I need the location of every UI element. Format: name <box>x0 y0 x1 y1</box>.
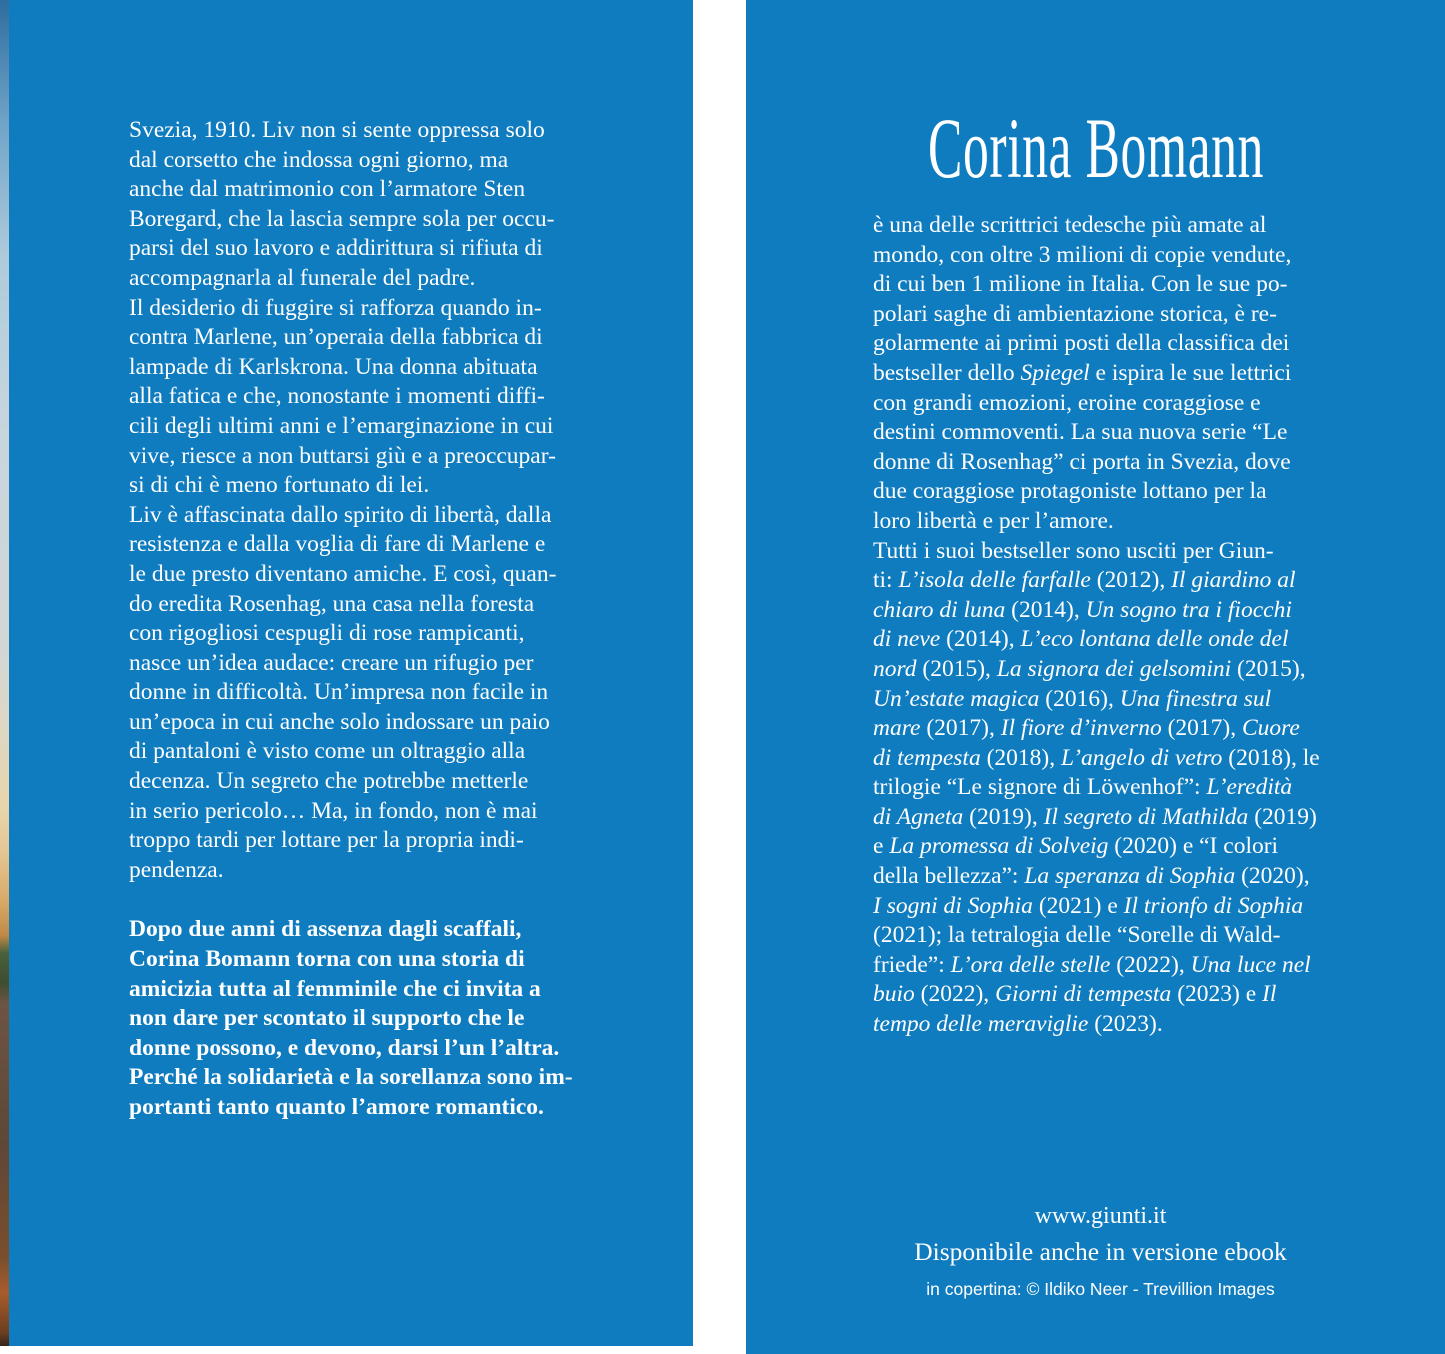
text-line: friede”: L’ora delle stelle (2022), Una luce nel <box>873 951 1311 978</box>
text-line: portanti tanto quanto l’amore romantico. <box>129 1094 544 1120</box>
text-line: Il desiderio di fuggire si rafforza quando in- <box>129 294 542 321</box>
text-line: trilogie “Le signore di Löwenhof”: L’eredità <box>873 774 1293 801</box>
text-line: con rigogliosi cespugli di rose rampicanti, <box>129 620 525 647</box>
text-line: in serio pericolo… Ma, in fondo, non è mai <box>129 797 538 824</box>
text-line: polari saghe di ambientazione storica, è re- <box>873 300 1277 327</box>
text-line: lampade di Karlskrona. Una donna abituata <box>129 353 538 380</box>
text-line: donne in difficoltà. Un’impresa non facile in <box>129 679 549 706</box>
text-line: do eredita Rosenhag, una casa nella foresta <box>129 590 535 617</box>
text-line: di neve (2014), L’eco lontana delle onde del <box>873 626 1289 653</box>
text-line: golarmente ai primi posti della classifica dei <box>873 330 1290 357</box>
text-line: mare (2017), Il fiore d’inverno (2017), Cuore <box>873 715 1300 742</box>
text-line: ti: L’isola delle farfalle (2012), Il giardino al <box>873 567 1296 594</box>
text-line: anche dal matrimonio con l’armatore Sten <box>129 176 526 203</box>
text-line: accompagnarla al funerale del padre. <box>129 264 476 291</box>
text-line: Un’estate magica (2016), Una finestra sul <box>873 685 1272 712</box>
cover-photo-edge <box>0 0 9 1346</box>
text-line: due coraggiose protagoniste lottano per la <box>873 478 1267 505</box>
text-line: decenza. Un segreto che potrebbe metterle <box>129 768 529 795</box>
paragraph <box>129 294 576 501</box>
text-line: resistenza e dalla voglia di fare di Marlene e <box>129 531 546 558</box>
text-line: di cui ben 1 milione in Italia. Con le sue po- <box>873 271 1288 298</box>
text-line: troppo tardi per lottare per la propria indi- <box>129 827 524 854</box>
author-name-title <box>746 100 1445 196</box>
text-line: di Agneta (2019), Il segreto di Mathilda (2019) <box>873 803 1317 830</box>
text-line: si di chi è meno fortunato di lei. <box>129 472 430 499</box>
text-line: donne possono, e devono, darsi l’un l’altra. <box>129 1034 560 1061</box>
text-line: è una delle scrittrici tedesche più amate al <box>873 212 1267 238</box>
text-line: donne di Rosenhag” ci porta in Svezia, dove <box>873 448 1291 475</box>
text-line: (2021); la tetralogia delle “Sorelle di Wald- <box>873 922 1281 949</box>
text-line: mondo, con oltre 3 milioni di copie vendute, <box>873 241 1292 268</box>
text-line: e La promessa di Solveig (2020) e “I colori <box>873 833 1279 860</box>
text-line: tempo delle meraviglie (2023). <box>873 1011 1163 1038</box>
text-line: Tutti i suoi bestseller sono usciti per Giun- <box>873 537 1274 564</box>
back-flap <box>746 0 1445 1354</box>
text-line: chiaro di luna (2014), Un sogno tra i fiocchi <box>873 596 1292 623</box>
text-line: Svezia, 1910. Liv non si sente oppressa solo <box>129 117 545 143</box>
synopsis-text <box>129 116 576 1123</box>
paragraph <box>873 537 1328 1040</box>
paragraph <box>873 211 1328 537</box>
paragraph <box>129 116 576 294</box>
text-line: I sogni di Sophia (2021) e Il trionfo di Sophia <box>873 892 1304 919</box>
text-line: dal corsetto che indossa ogni giorno, ma <box>129 146 509 173</box>
text-line: pendenza. <box>129 856 224 883</box>
text-line: Corina Bomann torna con una storia di <box>129 946 525 973</box>
text-line: un’epoca in cui anche solo indossare un paio <box>129 708 550 735</box>
text-line: le due presto diventano amiche. E così, quan- <box>129 560 557 587</box>
text-line: Liv è affascinata dallo spirito di libertà, dalla <box>129 501 552 528</box>
text-line: Dopo due anni di assenza dagli scaffali, <box>129 916 522 943</box>
text-line: destini commoventi. La sua nuova serie “Le <box>873 419 1288 446</box>
text-line: della bellezza”: La speranza di Sophia (2020), <box>873 863 1310 890</box>
text-line: cili degli ultimi anni e l’emarginazione in cui <box>129 412 554 439</box>
text-line: di pantaloni è visto come un oltraggio alla <box>129 738 526 765</box>
ebook-availability-note: Disponibile anche in versione ebook <box>914 1237 1287 1266</box>
text-line: con grandi emozioni, eroine coraggiose e <box>873 389 1261 416</box>
text-line: vive, riesce a non buttarsi giù e a preoccupar- <box>129 442 556 469</box>
cover-photo-credit: in copertina: © Ildiko Neer - Trevillion Images <box>926 1279 1275 1299</box>
text-line: parsi del suo lavoro e addirittura si rifiuta di <box>129 235 543 262</box>
text-line: di tempesta (2018), L’angelo di vetro (2018), le <box>873 744 1320 771</box>
text-line: alla fatica e che, nonostante i momenti diffi- <box>129 383 545 410</box>
text-line: amicizia tutta al femminile che ci invita a <box>129 975 541 1002</box>
text-line: nord (2015), La signora dei gelsomini (2015), <box>873 655 1306 682</box>
text-line: buio (2022), Giorni di tempesta (2023) e Il <box>873 981 1277 1008</box>
text-line: non dare per scontato il supporto che le <box>129 1005 525 1032</box>
text-line: Perché la solidarietà e la sorellanza sono im- <box>129 1064 573 1091</box>
text-line: contra Marlene, un’operaia della fabbrica di <box>129 324 543 351</box>
text-line: loro libertà e per l’amore. <box>873 507 1114 534</box>
author-name-text: Corina Bomann <box>927 100 1264 196</box>
paragraph <box>129 501 576 886</box>
text-line: Boregard, che la lascia sempre sola per occu- <box>129 205 555 232</box>
text-line: nasce un’idea audace: creare un rifugio per <box>129 649 534 676</box>
author-bio-text <box>873 211 1328 1040</box>
paragraph <box>129 915 576 1122</box>
publisher-website-link[interactable]: www.giunti.it <box>1034 1203 1167 1229</box>
text-line: bestseller dello Spiegel e ispira le sue lettrici <box>873 359 1292 386</box>
front-flap <box>9 0 693 1346</box>
